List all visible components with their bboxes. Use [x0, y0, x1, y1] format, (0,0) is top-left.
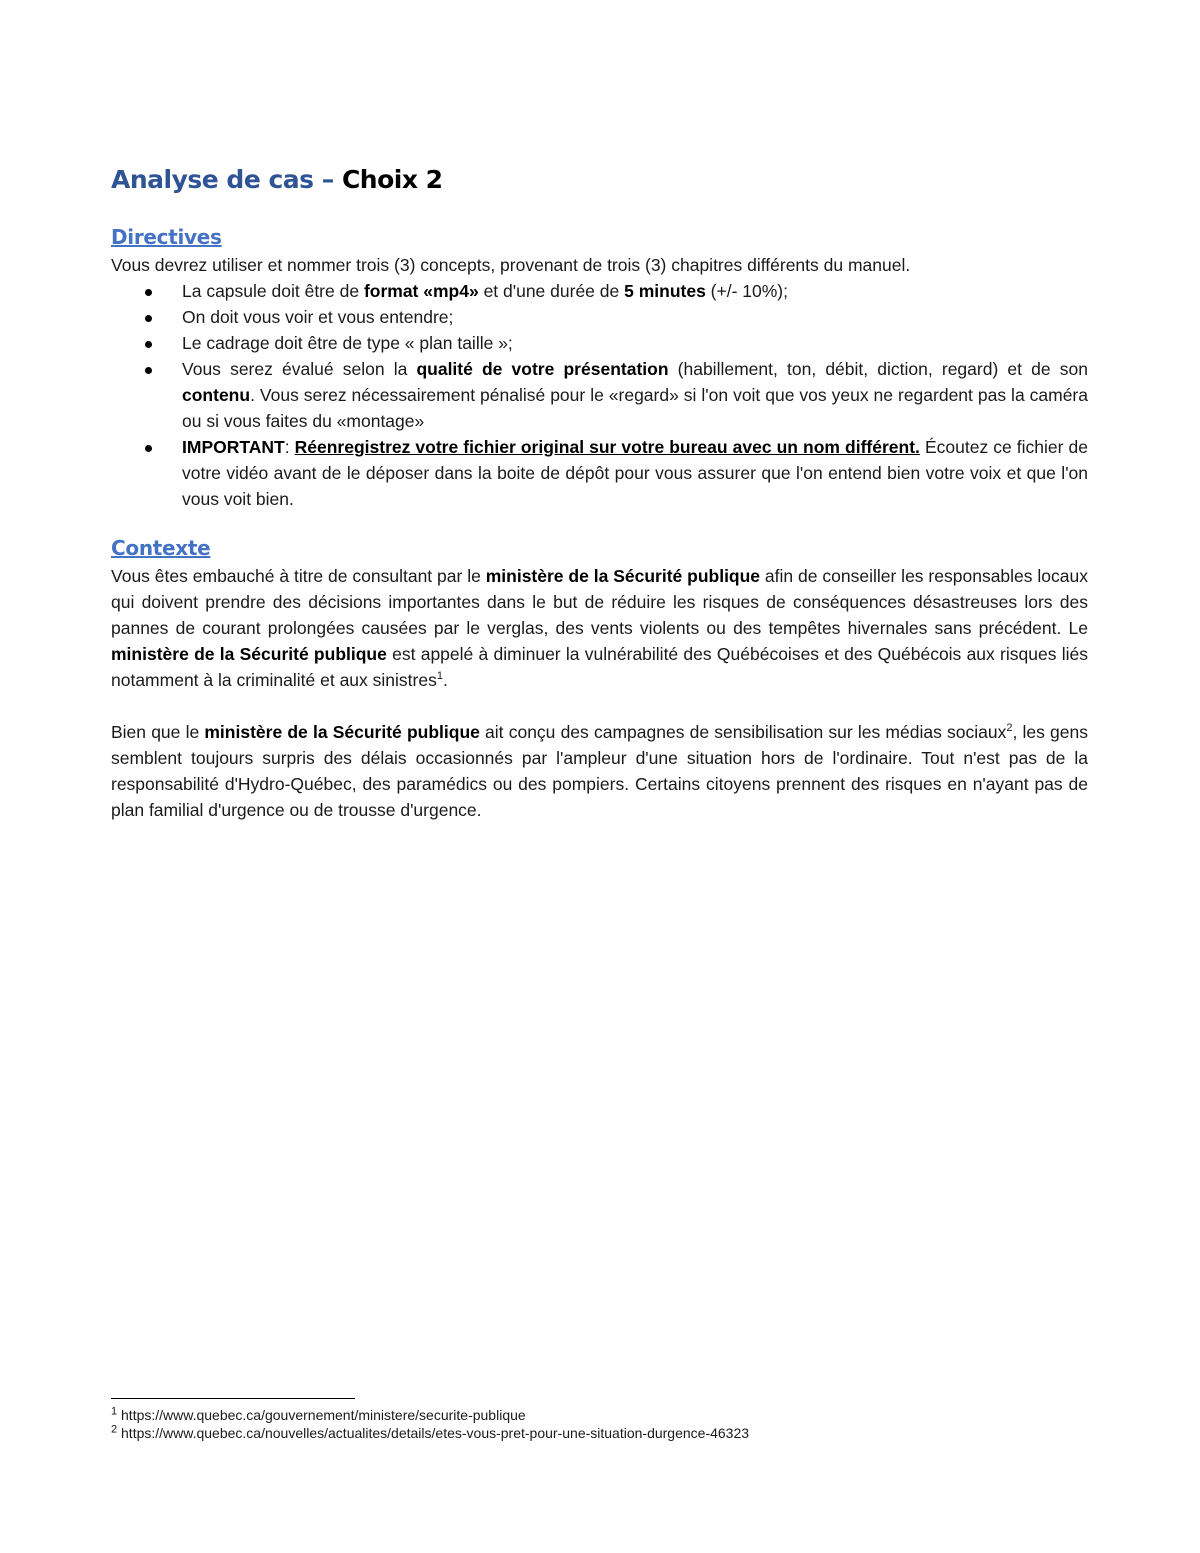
bullet-icon	[145, 289, 152, 296]
footnote-1	[111, 1406, 1088, 1424]
footnote-ref: 1	[436, 670, 443, 683]
text-run: .	[442, 670, 448, 690]
footnote-number: 1	[111, 1405, 118, 1418]
text-run: Vous êtes embauché à titre de consultant par le	[111, 566, 486, 586]
contexte-paragraph-1	[111, 563, 1088, 693]
bullet-icon	[145, 315, 152, 322]
contexte-heading: Contexte	[111, 536, 211, 560]
bold-text: ministère de la Sécurité publique	[485, 566, 761, 586]
directive-item-evaluation	[111, 356, 1088, 434]
text-run: :	[284, 437, 295, 457]
text-run: Vous serez évalué selon la	[182, 359, 417, 379]
bold-text: ministère de la Sécurité publique	[204, 722, 480, 742]
text-run: . Vous serez nécessairement pénalisé pour le «regard» si l'on voit que vos yeux ne regardent pas la caméra ou si vous faites du «montage»	[182, 385, 1088, 431]
directive-item-visibility	[111, 304, 1088, 330]
bullet-icon	[145, 367, 152, 374]
footnote-2	[111, 1424, 1088, 1442]
underlined-bold-text: Réenregistrez votre fichier original sur votre bureau avec un nom différent.	[294, 437, 920, 457]
footnote-link: https://www.quebec.ca/nouvelles/actualites/details/etes-vous-pret-pour-une-situation-durgence-46323	[117, 1425, 750, 1441]
title-prefix: Analyse de cas –	[111, 165, 342, 194]
bold-text: contenu	[182, 385, 251, 405]
text-run: , les gens semblent toujours surpris des délais occasionnés par l'ampleur d'une situation hors de l'ordinaire. Tout n'est pas de la responsabilité d'Hydro-Québec, des paramédics ou des pompiers. Certains citoyens prennent des risques en n'ayant pas de plan familial d'urgence ou de trousse d'urgence.	[111, 722, 1088, 820]
text-run: et d'une durée de	[478, 281, 625, 301]
directive-item-important	[111, 434, 1088, 512]
text-run: Écoutez ce fichier de votre vidéo avant de le déposer dans la boite de dépôt pour vous assurer que l'on entend bien votre voix et que l'on vous voit bien.	[182, 437, 1088, 509]
text-run: afin de conseiller les responsables locaux qui doivent prendre des décisions importantes dans le but de réduire les risques de conséquences désastreuses lors des pannes de courant prolongées causées par le verglas, des vents violents ou des tempêtes hivernales sans précédent. Le	[111, 566, 1088, 638]
bold-text: format «mp4»	[363, 281, 479, 301]
text-run: On doit vous voir et vous entendre;	[182, 307, 454, 327]
directives-heading: Directives	[111, 225, 222, 249]
text-run: ait conçu des campagnes de sensibilisation sur les médias sociaux	[479, 722, 1007, 742]
footnote-number: 2	[111, 1423, 118, 1436]
text-run: Bien que le	[111, 722, 205, 742]
bullet-icon	[145, 445, 152, 452]
footnote-link: https://www.quebec.ca/gouvernement/ministere/securite-publique	[117, 1407, 526, 1423]
text-run: Le cadrage doit être de type « plan taille »;	[182, 333, 513, 353]
bold-text: ministère de la Sécurité publique	[111, 644, 387, 664]
footnote-separator	[111, 1398, 355, 1399]
contexte-paragraph-2	[111, 719, 1088, 823]
paragraph-spacer	[111, 693, 1088, 719]
text-run: La capsule doit être de	[182, 281, 364, 301]
bold-text: qualité de votre présentation	[416, 359, 669, 379]
bold-text: IMPORTANT	[182, 437, 285, 457]
footnotes	[111, 1398, 1088, 1442]
directives-list	[111, 278, 1088, 512]
document-page	[111, 160, 1088, 823]
directive-item-format	[111, 278, 1088, 304]
footnote-ref: 2	[1006, 722, 1013, 735]
directives-intro: Vous devrez utiliser et nommer trois (3) concepts, provenant de trois (3) chapitres différents du manuel.	[111, 255, 911, 275]
bold-text: 5 minutes	[624, 281, 706, 301]
text-run: (habillement, ton, débit, diction, regard) et de son	[668, 359, 1088, 379]
title-suffix: Choix 2	[341, 165, 443, 194]
directive-item-framing	[111, 330, 1088, 356]
text-run: (+/- 10%);	[705, 281, 788, 301]
page-title	[111, 160, 1088, 200]
bullet-icon	[145, 341, 152, 348]
text-run: est appelé à diminuer la vulnérabilité des Québécoises et des Québécois aux risques liés notamment à la criminalité et aux sinistres	[111, 644, 1088, 690]
